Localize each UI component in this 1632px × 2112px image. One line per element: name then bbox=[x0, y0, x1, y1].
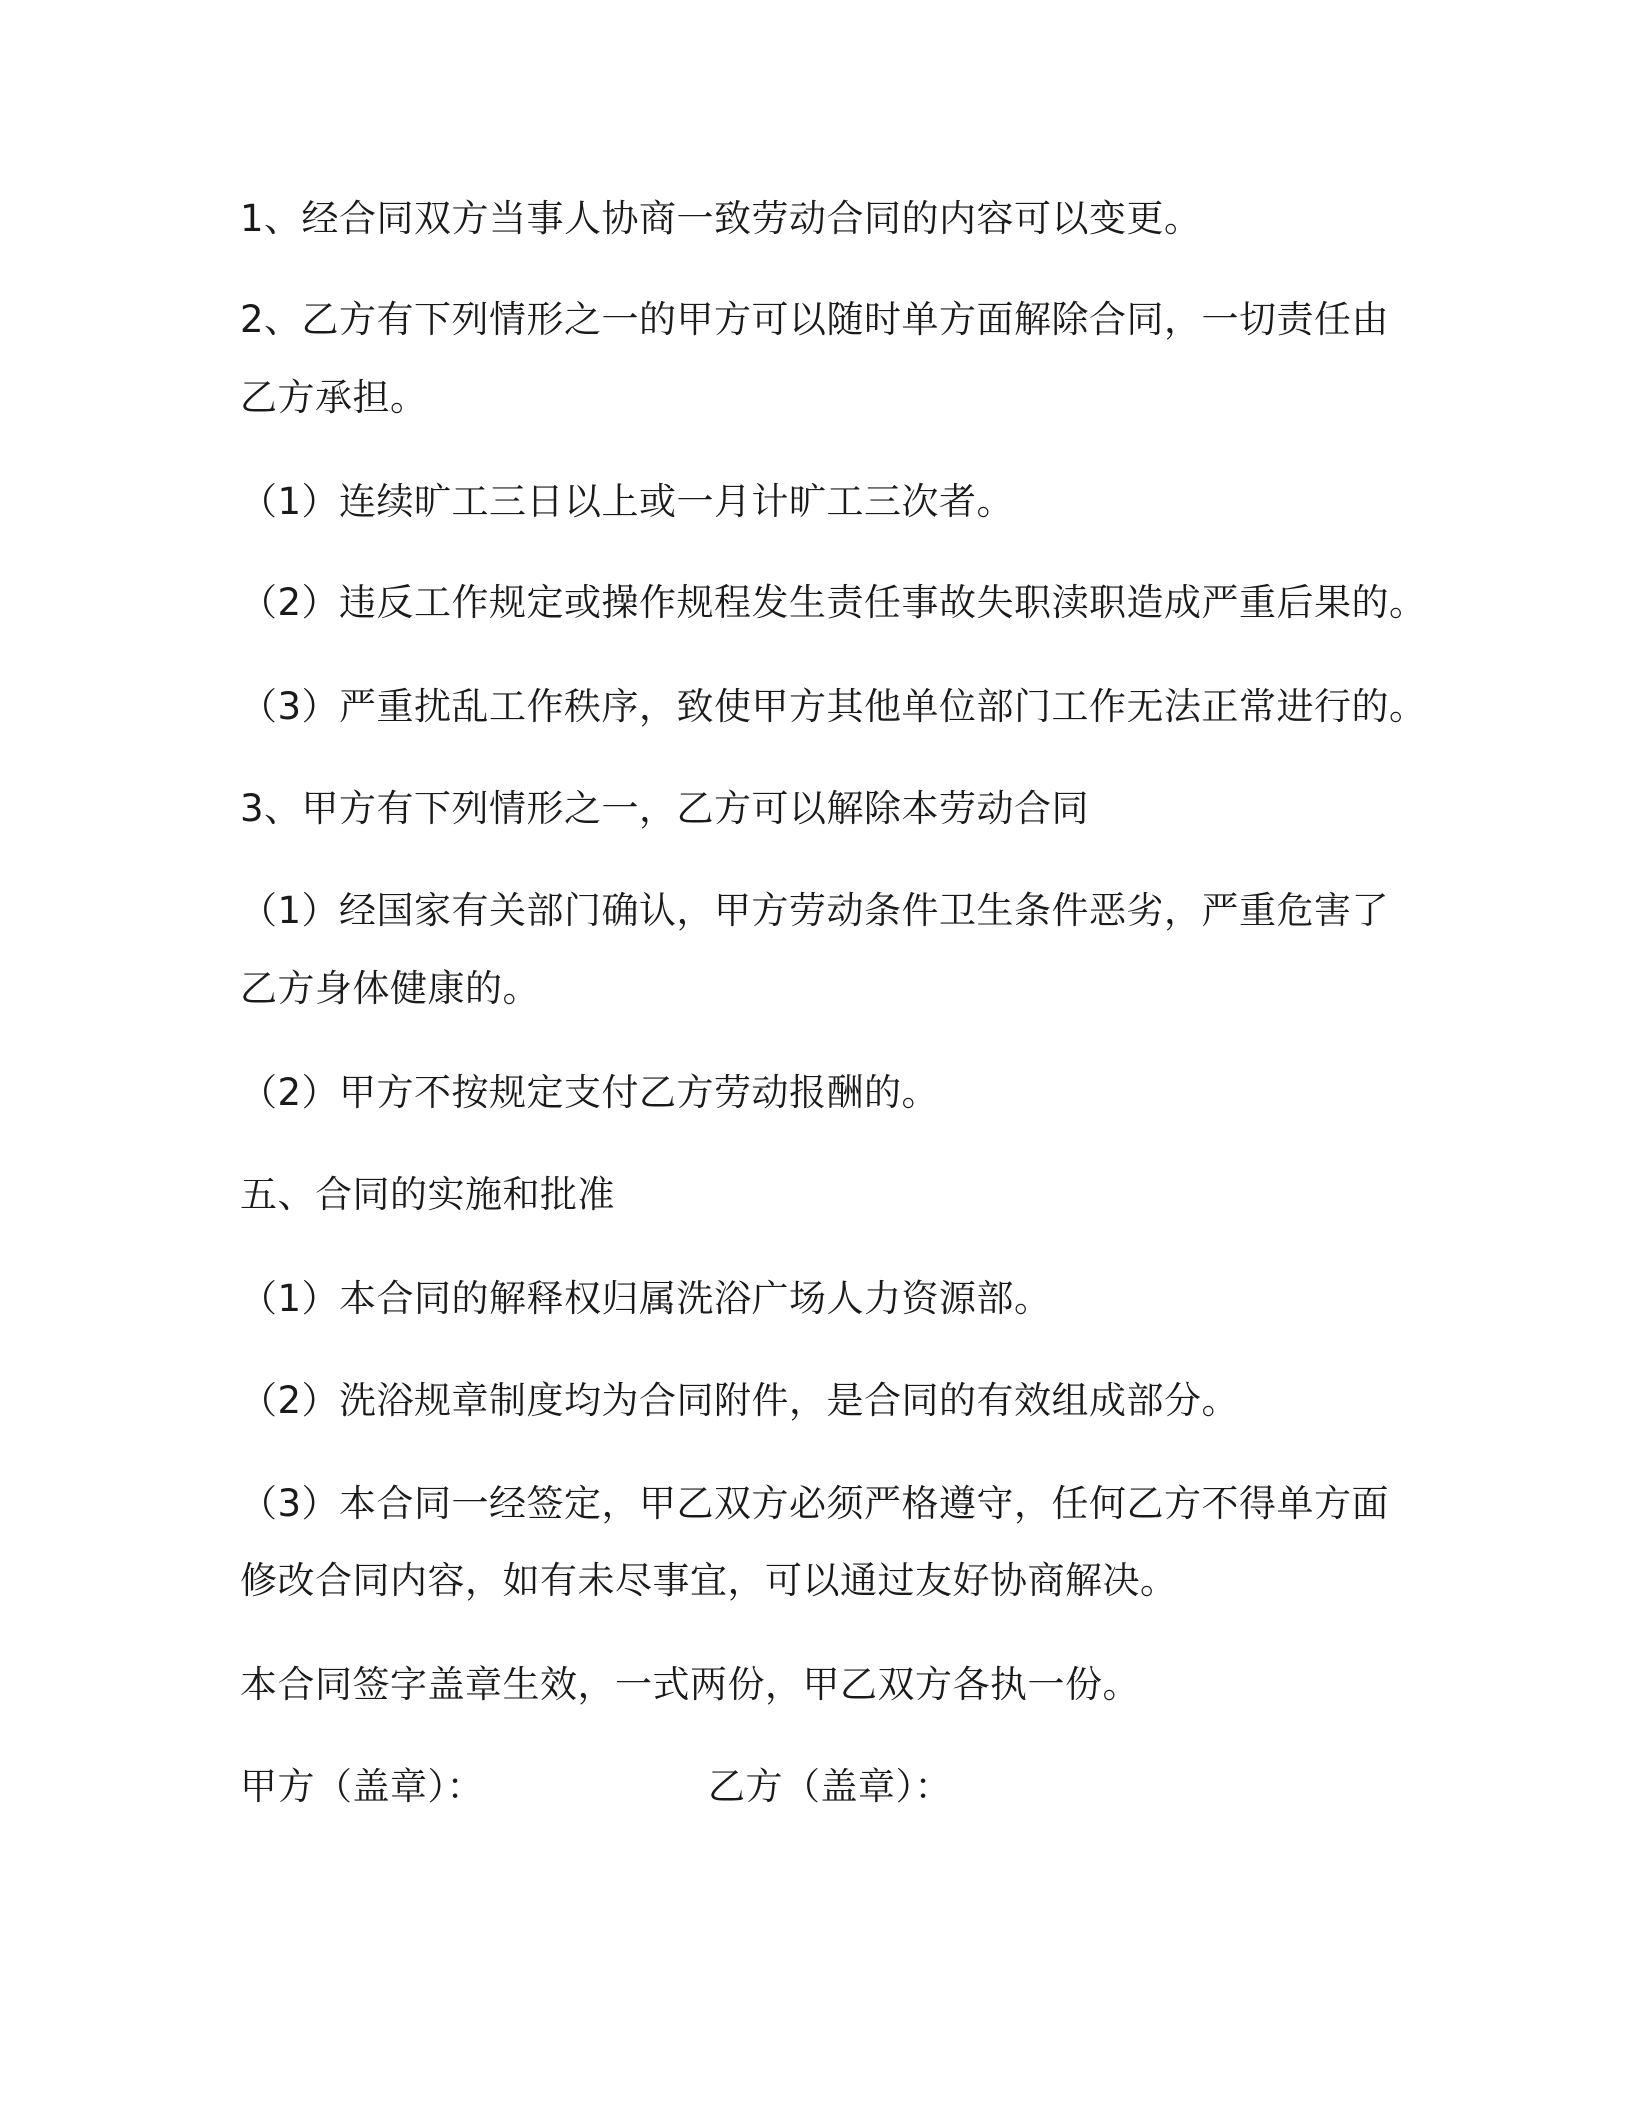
clause-1: 1、经合同双方当事人协商一致劳动合同的内容可以变更。 bbox=[240, 197, 1202, 240]
section-5-item-3-line-1: （3）本合同一经签定，甲乙双方必须严格遵守，任何乙方不得单方面 bbox=[240, 1482, 1390, 1525]
section-5-item-1: （1）本合同的解释权归属洗浴广场人力资源部。 bbox=[240, 1277, 1052, 1320]
party-b-seal-label: 乙方（盖章）： bbox=[708, 1765, 952, 1808]
clause-3-line-1: 3、甲方有下列情形之一，乙方可以解除本劳动合同 bbox=[240, 787, 1090, 830]
clause-3-item-2: （2）甲方不按规定支付乙方劳动报酬的。 bbox=[240, 1071, 940, 1114]
clause-2-line-1: 2、乙方有下列情形之一的甲方可以随时单方面解除合同，一切责任由 bbox=[240, 298, 1390, 341]
section-5-item-2: （2）洗浴规章制度均为合同附件，是合同的有效组成部分。 bbox=[240, 1379, 1240, 1422]
clause-2-item-1: （1）连续旷工三日以上或一月计旷工三次者。 bbox=[240, 480, 1015, 523]
party-a-seal-label: 甲方（盖章）： bbox=[240, 1765, 484, 1808]
clause-2-line-2: 乙方承担。 bbox=[240, 376, 428, 419]
clause-3-item-1-line-1: （1）经国家有关部门确认，甲方劳动条件卫生条件恶劣，严重危害了 bbox=[240, 889, 1390, 932]
section-5-item-3-line-2: 修改合同内容，如有未尽事宜，可以通过友好协商解决。 bbox=[240, 1559, 1178, 1602]
effective-statement: 本合同签字盖章生效，一式两份，甲乙双方各执一份。 bbox=[240, 1663, 1140, 1706]
clause-3-item-1-line-2: 乙方身体健康的。 bbox=[240, 967, 540, 1010]
section-5-heading: 五、合同的实施和批准 bbox=[240, 1173, 615, 1216]
clause-2-item-3: （3）严重扰乱工作秩序，致使甲方其他单位部门工作无法正常进行的。 bbox=[240, 685, 1427, 728]
clause-2-item-2: （2）违反工作规定或操作规程发生责任事故失职渎职造成严重后果的。 bbox=[240, 581, 1427, 624]
